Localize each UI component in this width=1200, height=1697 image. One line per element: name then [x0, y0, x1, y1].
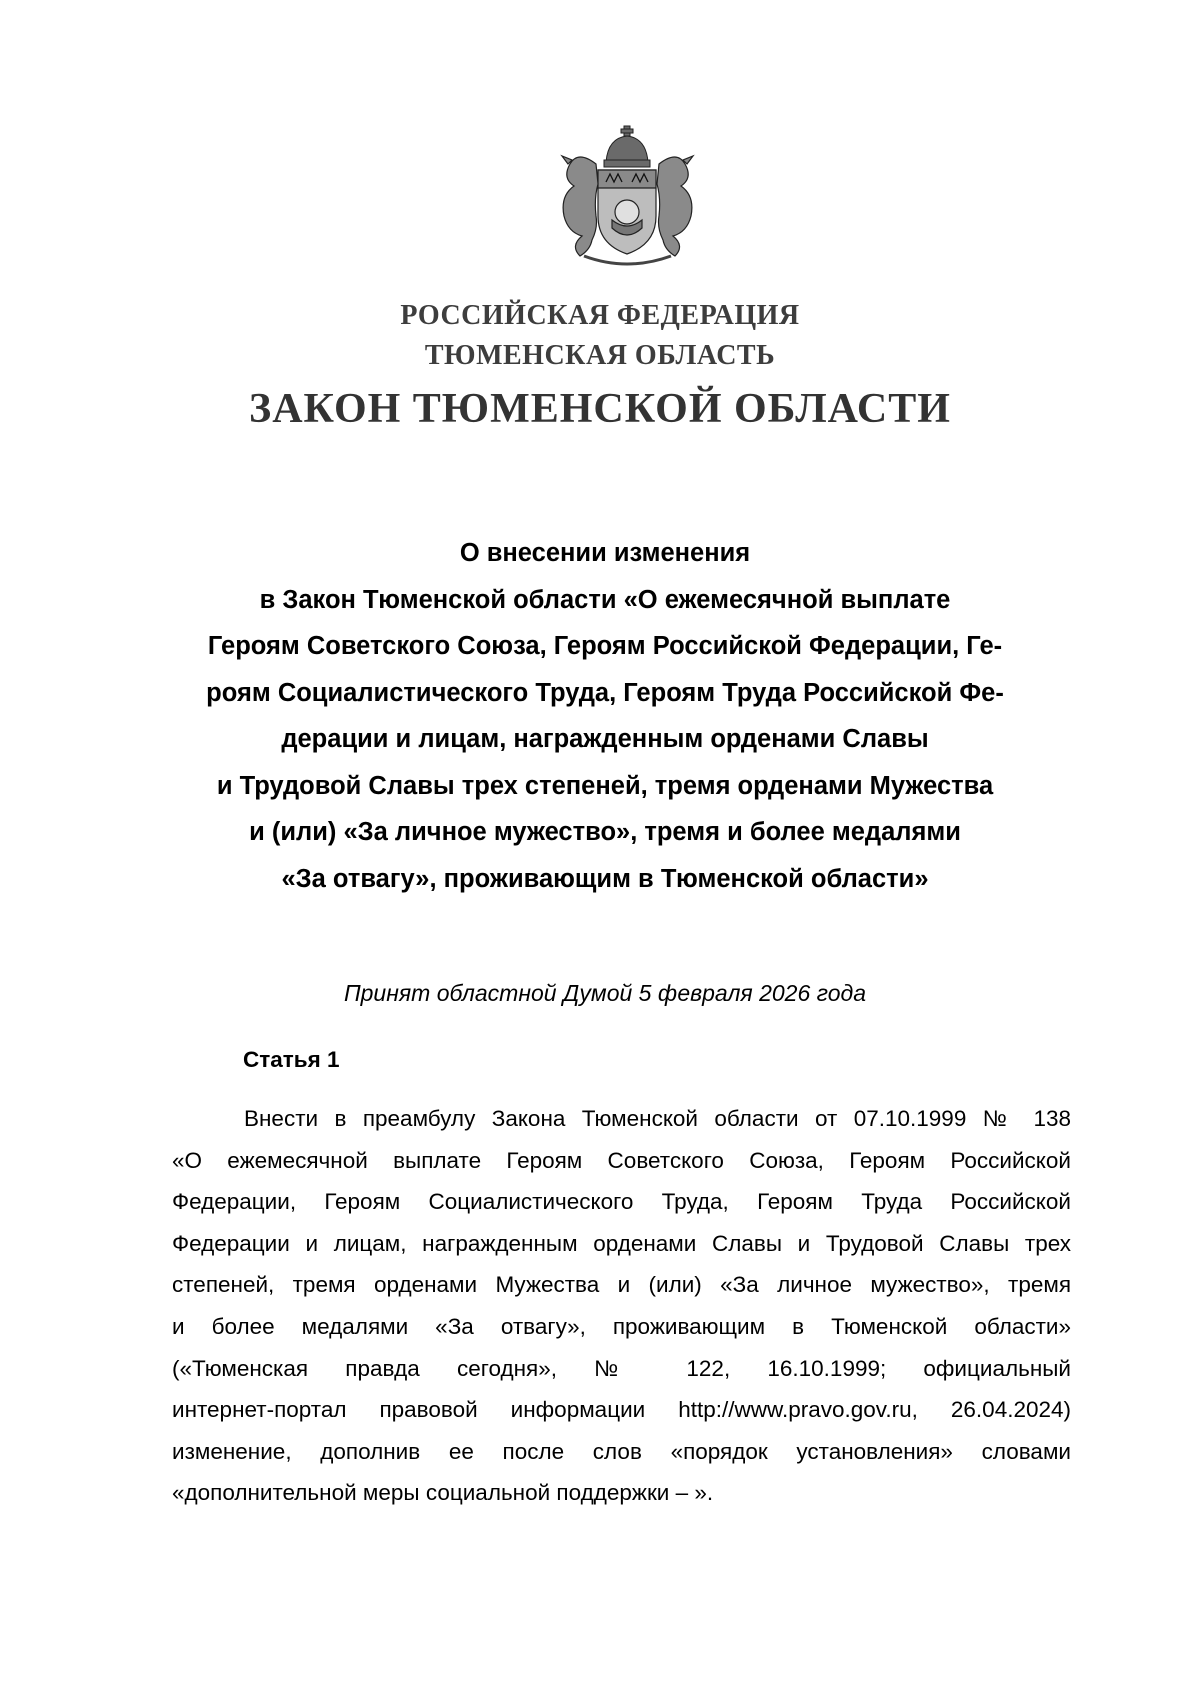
body-line: Внести в преамбулу Закона Тюменской области от 07.10.1999 № 138: [244, 1106, 1071, 1131]
body-line: Федерации, Героям Социалистического Труда, Героям Труда Российской: [172, 1189, 1071, 1215]
article-body: [172, 1098, 1071, 1514]
header-law-type: ЗАКОН ТЮМЕНСКОЙ ОБЛАСТИ: [249, 386, 951, 432]
title-line: дерации и лицам, награжденным орденами Славы: [281, 725, 929, 753]
body-line: интернет-портал правовой информации http://www.pravo.gov.ru, 26.04.2024): [172, 1397, 1071, 1423]
body-line: «О ежемесячной выплате Героям Советского Союза, Героям Российской: [172, 1147, 1071, 1173]
title-line: Героям Советского Союза, Героям Российской Федерации, Ге-: [207, 632, 1003, 660]
body-line: изменение, дополнив ее после слов «порядок установления» словами: [172, 1438, 1071, 1464]
title-line: «За отвагу», проживающим в Тюменской области»: [281, 864, 929, 893]
title-line: и (или) «За личное мужество», тремя и более медалями: [249, 818, 961, 846]
article-heading: Статья 1: [243, 1047, 340, 1072]
law-title: [150, 530, 1060, 902]
title-line: роям Социалистического Труда, Героям Труда Российской Фе-: [206, 678, 1004, 707]
header-country: РОССИЙСКАЯ ФЕДЕРАЦИЯ: [400, 300, 800, 331]
coat-of-arms-icon: [540, 124, 715, 269]
body-line: и более медалями «За отвагу», проживающим в Тюменской области»: [172, 1313, 1071, 1339]
title-line: и Трудовой Славы трех степеней, тремя орденами Мужества: [216, 771, 994, 800]
adoption-note: Принят областной Думой 5 февраля 2026 года: [343, 980, 867, 1006]
body-line: Федерации и лицам, награжденным орденами Славы и Трудовой Славы трех: [172, 1230, 1071, 1256]
header-region: ТЮМЕНСКАЯ ОБЛАСТЬ: [424, 340, 776, 371]
body-line: «дополнительной меры социальной поддержки – ».: [172, 1480, 714, 1506]
body-line: («Тюменская правда сегодня», № 122, 16.10.1999; официальный: [172, 1355, 1071, 1381]
body-line: степеней, тремя орденами Мужества и (или) «За личное мужество», тремя: [172, 1272, 1071, 1298]
title-line: в Закон Тюменской области «О ежемесячной выплате: [259, 585, 951, 614]
title-line: О внесении изменения: [459, 539, 751, 567]
